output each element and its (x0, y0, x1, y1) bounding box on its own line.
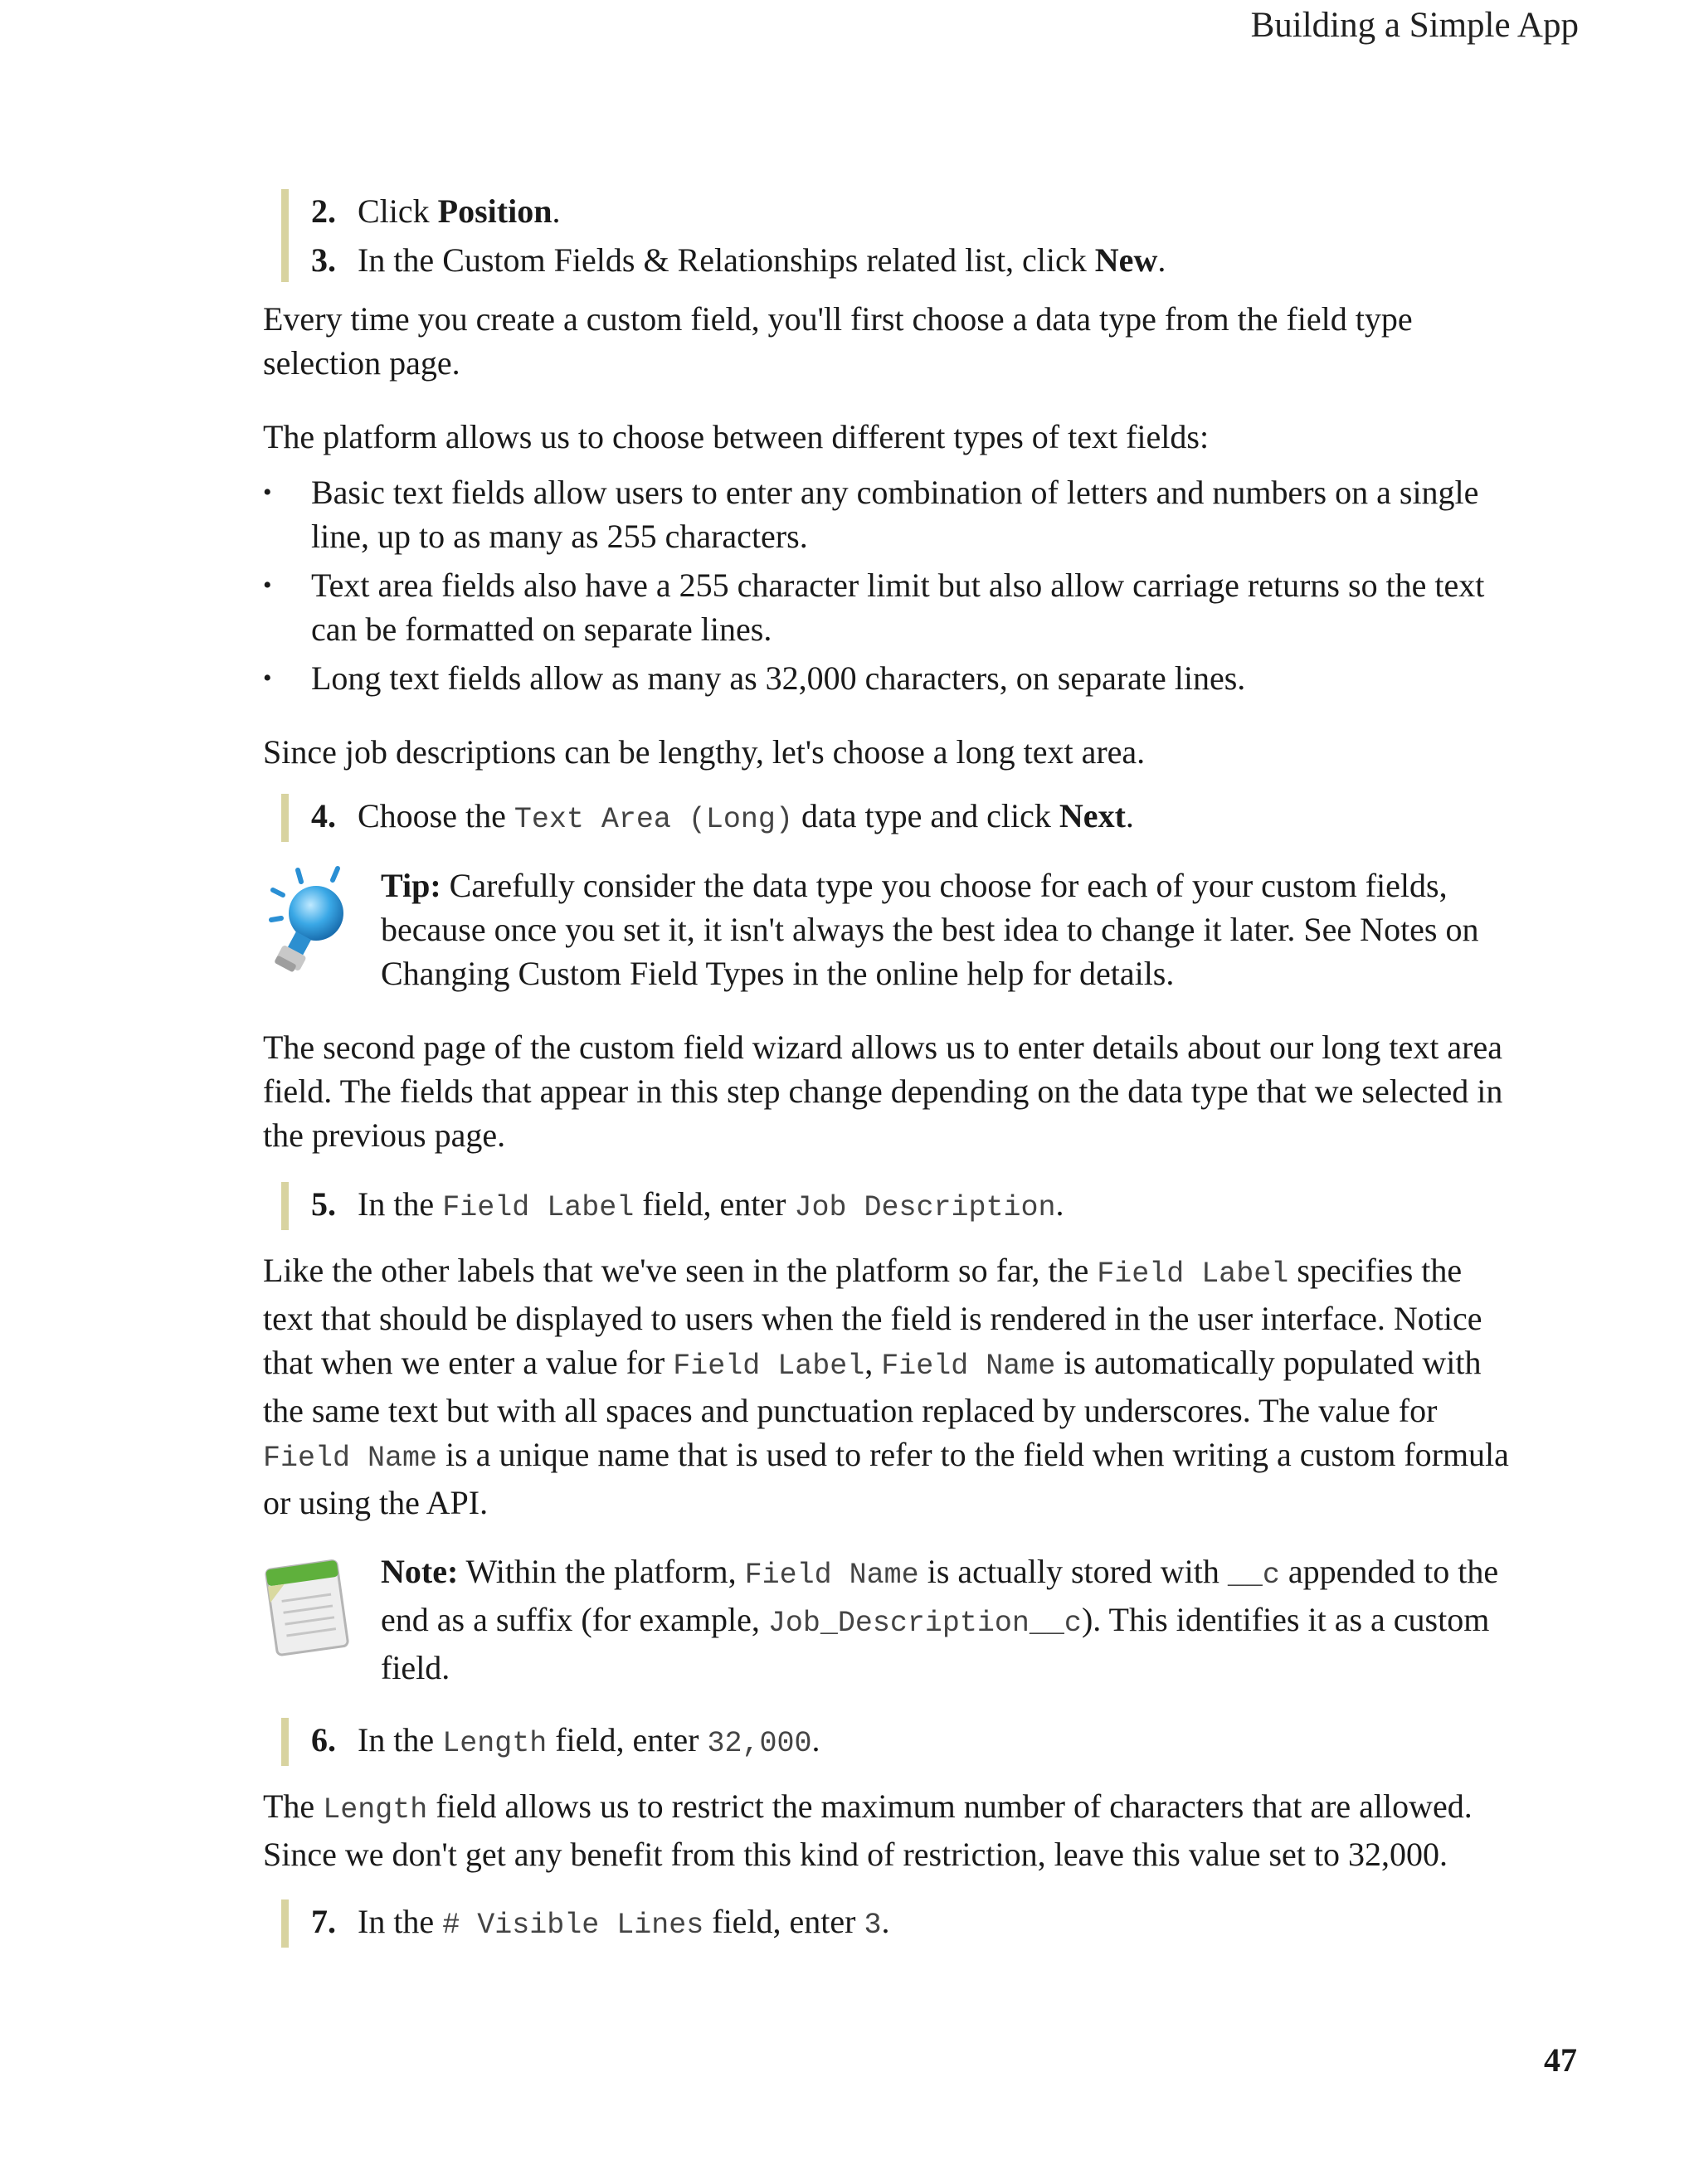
page-number: 47 (1544, 2041, 1577, 2079)
note-callout (263, 1549, 1518, 1690)
note-text: Note: Within the platform, Field Name is actually stored with __c appended to the end as a suffix (for example, Job_Description__c). This identifies it as a custom field. (381, 1553, 1499, 1686)
paragraph: The platform allows us to choose between different types of text fields: (263, 418, 1210, 455)
list-item: • Basic text fields allow users to enter any combination of letters and numbers on a single line, up to as many as 255 characters. (263, 470, 1518, 558)
running-header: Building a Simple App (1250, 6, 1579, 45)
page-content (263, 189, 1518, 1948)
tip-callout (263, 863, 1518, 995)
step-7-block (281, 1899, 1518, 1948)
step-text: In the Length field, enter 32,000. (358, 1721, 820, 1760)
step-number: 5. (311, 1185, 336, 1223)
paragraph: The second page of the custom field wizard allows us to enter details about our long text area field. The fields that appear in this step change depending on the data type that we selected in the previous page. (263, 1029, 1503, 1154)
list-item: • Long text fields allow as many as 32,000 characters, on separate lines. (263, 656, 1518, 700)
step-number: 2. (311, 192, 336, 230)
steps-2-3 (281, 189, 1518, 282)
notepad-icon (263, 1549, 371, 1674)
step-text: Click Position. (358, 192, 561, 230)
step-text: In the Custom Fields & Relationships related list, click New. (358, 241, 1166, 279)
step-5 (311, 1182, 1518, 1230)
paragraph: The Length field allows us to restrict the maximum number of characters that are allowed. Since we don't get any benefit from this kind of restriction, leave this value set to 32,000. (263, 1788, 1473, 1873)
step-number: 6. (311, 1721, 336, 1758)
tip-label: Tip: (381, 867, 441, 904)
step-3 (311, 238, 1518, 282)
bullet-list (263, 470, 1518, 700)
step-5-block (281, 1182, 1518, 1230)
list-item: • Text area fields also have a 255 character limit but also allow carriage returns so the text can be formatted on separate lines. (263, 563, 1518, 651)
step-6-block (281, 1718, 1518, 1766)
paragraph: Every time you create a custom field, you'll first choose a data type from the field type selection page. (263, 300, 1413, 382)
tip-text: Tip: Carefully consider the data type you choose for each of your custom fields, because once you set it, it isn't always the best idea to change it later. See Notes on Changing Custom Field Types in the online help for details. (381, 867, 1479, 992)
lightbulb-icon (263, 863, 371, 988)
paragraph: Like the other labels that we've seen in the platform so far, the Field Label specifies the text that should be displayed to users when the field is rendered in the user interface. Notice that when we enter a value for Field Label, Field Name is automatically populated with the same text but with all spaces and punctuation replaced by underscores. The value for Field Name is a unique name that is used to refer to the field when writing a custom formula or using the API. (263, 1252, 1509, 1521)
step-text: Choose the Text Area (Long) data type and click Next. (358, 797, 1134, 836)
step-6 (311, 1718, 1518, 1766)
step-7 (311, 1899, 1518, 1948)
step-number: 3. (311, 241, 336, 279)
paragraph: Since job descriptions can be lengthy, let's choose a long text area. (263, 733, 1146, 771)
step-number: 4. (311, 797, 336, 834)
step-text: In the # Visible Lines field, enter 3. (358, 1903, 890, 1942)
step-4-block (281, 794, 1518, 842)
step-text: In the Field Label field, enter Job Description. (358, 1185, 1064, 1224)
step-2 (311, 189, 1518, 233)
note-label: Note: (381, 1553, 459, 1590)
step-number: 7. (311, 1903, 336, 1940)
step-4 (311, 794, 1518, 842)
